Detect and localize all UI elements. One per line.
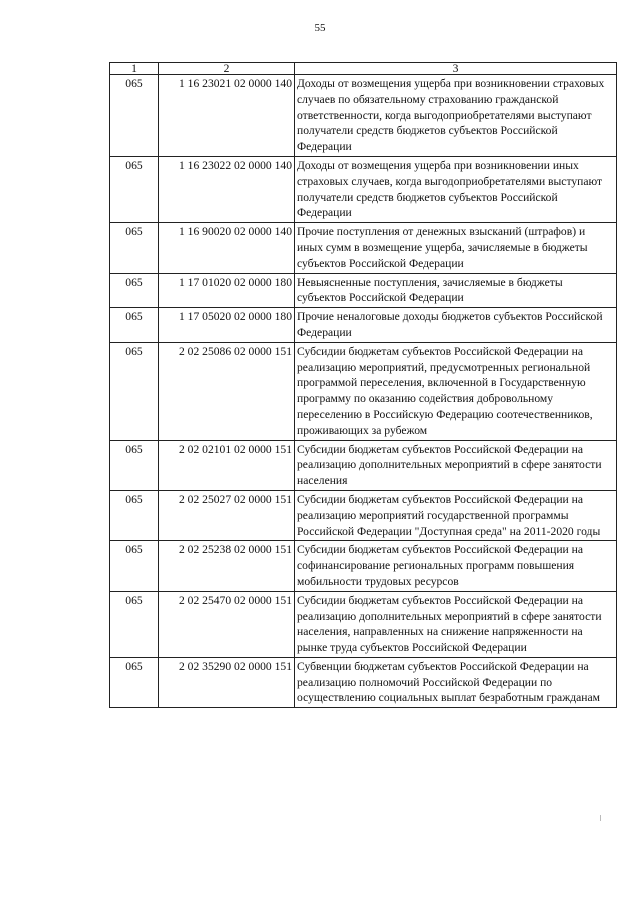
revenue-codes-table bbox=[109, 62, 617, 708]
budget-code-cell: 1 16 90020 02 0000 140 bbox=[159, 223, 295, 273]
revenue-name-cell: Прочие неналоговые доходы бюджетов субъектов Российской Федерации bbox=[295, 308, 617, 343]
table-row bbox=[110, 156, 617, 222]
admin-code-cell: 065 bbox=[110, 591, 159, 657]
admin-code-cell: 065 bbox=[110, 223, 159, 273]
admin-code-cell: 065 bbox=[110, 541, 159, 591]
admin-code-cell: 065 bbox=[110, 657, 159, 707]
revenue-name-cell: Субвенции бюджетам субъектов Российской Федерации на реализацию полномочий Российской Федерации по осуществлению социальных выплат безработным гражданам bbox=[295, 657, 617, 707]
table-row bbox=[110, 440, 617, 490]
revenue-name-cell: Субсидии бюджетам субъектов Российской Федерации на реализацию дополнительных мероприятий в сфере занятости населения bbox=[295, 440, 617, 490]
revenue-name-cell: Доходы от возмещения ущерба при возникновении иных страховых случаев, когда выгодоприобретателями выступают получатели средств бюджетов субъектов Российской Федерации bbox=[295, 156, 617, 222]
table-row bbox=[110, 342, 617, 440]
scan-mark bbox=[600, 815, 601, 821]
budget-code-cell: 2 02 02101 02 0000 151 bbox=[159, 440, 295, 490]
table-row bbox=[110, 308, 617, 343]
revenue-name-cell: Субсидии бюджетам субъектов Российской Федерации на реализацию мероприятий государственной программы Российской Федерации "Доступная среда" на 2011-2020 годы bbox=[295, 490, 617, 540]
page-number: 55 bbox=[314, 22, 326, 34]
budget-code-cell: 2 02 25086 02 0000 151 bbox=[159, 342, 295, 440]
revenue-name-cell: Прочие поступления от денежных взысканий (штрафов) и иных сумм в возмещение ущерба, зачисляемые в бюджеты субъектов Российской Федерации bbox=[295, 223, 617, 273]
revenue-name-cell: Доходы от возмещения ущерба при возникновении страховых случаев по обязательному страхованию гражданской ответственности, когда выгодоприобретателями выступают получатели средств бюджетов субъектов Российской Федерации bbox=[295, 75, 617, 157]
admin-code-cell: 065 bbox=[110, 490, 159, 540]
table-header-row bbox=[110, 63, 617, 75]
table-row bbox=[110, 490, 617, 540]
revenue-name-cell: Невыясненные поступления, зачисляемые в бюджеты субъектов Российской Федерации bbox=[295, 273, 617, 308]
table-row bbox=[110, 591, 617, 657]
admin-code-cell: 065 bbox=[110, 273, 159, 308]
revenue-name-cell: Субсидии бюджетам субъектов Российской Федерации на реализацию мероприятий, предусмотренных региональной программой переселения, включенной в Государственную программу по оказанию содействия добровольному переселению в Российскую Федерацию соотечественников, проживающих за рубежом bbox=[295, 342, 617, 440]
table-row bbox=[110, 273, 617, 308]
admin-code-cell: 065 bbox=[110, 156, 159, 222]
column-header-2: 2 bbox=[159, 63, 295, 75]
budget-code-cell: 1 16 23021 02 0000 140 bbox=[159, 75, 295, 157]
budget-code-cell: 1 16 23022 02 0000 140 bbox=[159, 156, 295, 222]
revenue-name-cell: Субсидии бюджетам субъектов Российской Федерации на реализацию дополнительных мероприятий в сфере занятости населения, направленных на снижение напряженности на рынке труда субъектов Российской Федерации bbox=[295, 591, 617, 657]
column-header-1: 1 bbox=[110, 63, 159, 75]
revenue-name-cell: Субсидии бюджетам субъектов Российской Федерации на софинансирование региональных программ повышения мобильности трудовых ресурсов bbox=[295, 541, 617, 591]
budget-code-cell: 2 02 25238 02 0000 151 bbox=[159, 541, 295, 591]
admin-code-cell: 065 bbox=[110, 440, 159, 490]
budget-code-cell: 2 02 25470 02 0000 151 bbox=[159, 591, 295, 657]
admin-code-cell: 065 bbox=[110, 75, 159, 157]
column-header-3: 3 bbox=[295, 63, 617, 75]
budget-code-cell: 1 17 01020 02 0000 180 bbox=[159, 273, 295, 308]
table-row bbox=[110, 75, 617, 157]
table-row bbox=[110, 657, 617, 707]
table-row bbox=[110, 541, 617, 591]
budget-code-cell: 2 02 35290 02 0000 151 bbox=[159, 657, 295, 707]
admin-code-cell: 065 bbox=[110, 342, 159, 440]
admin-code-cell: 065 bbox=[110, 308, 159, 343]
table-row bbox=[110, 223, 617, 273]
budget-code-cell: 2 02 25027 02 0000 151 bbox=[159, 490, 295, 540]
budget-code-cell: 1 17 05020 02 0000 180 bbox=[159, 308, 295, 343]
